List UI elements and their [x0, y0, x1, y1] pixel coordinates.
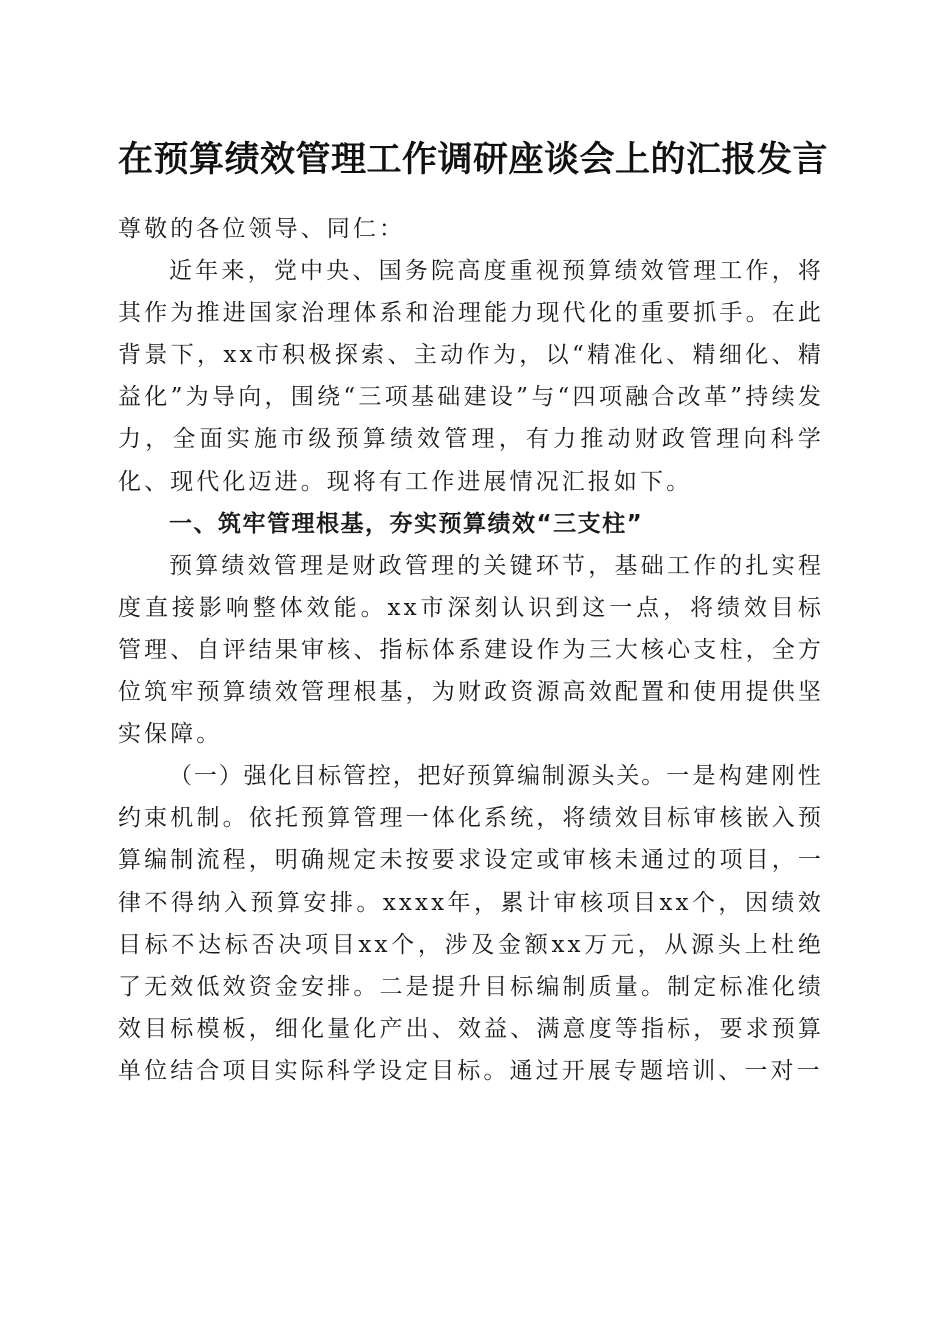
intro-paragraph: 近年来，党中央、国务院高度重视预算绩效管理工作，将其作为推进国家治理体系和治理能力现代化的重要抓手。在此背景下，xx市积极探索、主动作为，以“精准化、精细化、精益化”为导向，围绕“三项基础建设”与“四项融合改革”持续发力，全面实施市级预算绩效管理，有力推动财政管理向科学化、现代化迈进。现将有工作进展情况汇报如下。 — [118, 258, 824, 495]
document-body — [118, 208, 824, 1092]
subsection-1-body: 一是构建刚性约束机制。依托预算管理一体化系统，将绩效目标审核嵌入预算编制流程，明确规定未按要求设定或审核未通过的项目，一律不得纳入预算安排。xxxx年，累计审核项目xx个，因绩效目标不达标否决项目xx个，涉及金额xx万元，从源头上杜绝了无效低效资金安排。二是提升目标编制质量。制定标准化绩效目标模板，细化量化产出、效益、满意度等指标，要求预算单位结合项目实际科学设定目标。通过开展专题培训、一对一 — [118, 763, 825, 1084]
subsection-heading-1: （一）强化目标管控，把好预算编制源头关。 — [169, 763, 667, 790]
document-title: 在预算绩效管理工作调研座谈会上的汇报发言 — [118, 139, 829, 180]
section-1-paragraph: 预算绩效管理是财政管理的关键环节，基础工作的扎实程度直接影响整体效能。xx市深刻认识到这一点，将绩效目标管理、自评结果审核、指标体系建设作为三大核心支柱，全方位筑牢预算绩效管理根基，为财政资源高效配置和使用提供坚实保障。 — [118, 552, 824, 748]
subsection-1-paragraph — [118, 755, 824, 1092]
salutation: 尊敬的各位领导、同仁： — [118, 216, 406, 242]
section-heading-1: 一、筑牢管理根基，夯实预算绩效“三支柱” — [169, 510, 644, 537]
